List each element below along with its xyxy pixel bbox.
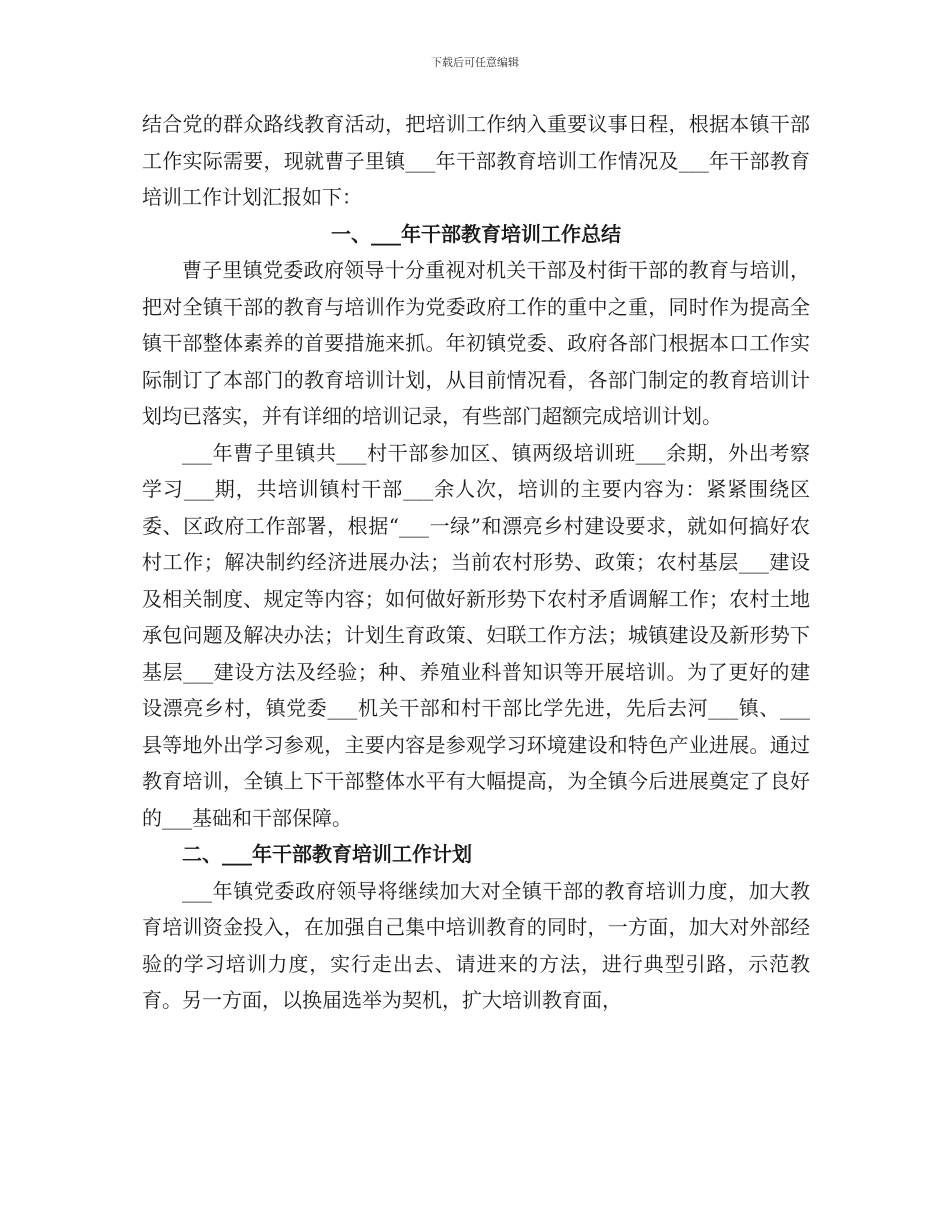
header-note: 下载后可任意编辑 bbox=[431, 56, 519, 69]
section2-title: 二、___年干部教育培训工作计划 bbox=[182, 842, 472, 866]
document-body bbox=[142, 106, 810, 1019]
section1-paragraph-1: 曹子里镇党委政府领导十分重视对机关干部及村街干部的教育与培训，把对全镇干部的教育与培训作为党委政府工作的重中之重，同时作为提高全镇干部整体素养的首要措施来抓。年初镇党委、政府各部门根据本口工作实际制订了本部门的教育培训计划，从目前情况看，各部门制定的教育培训计划均已落实，并有详细的培训记录，有些部门超额完成培训计划。 bbox=[142, 258, 810, 428]
section1-paragraph-2: ___年曹子里镇共___村干部参加区、镇两级培训班___余期，外出考察学习___期，共培训镇村干部___余人次，培训的主要内容为：紧紧围绕区委、区政府工作部署，根据“___一绿”和漂亮乡村建设要求，就如何搞好农村工作；解决制约经济进展办法；当前农村形势、政策；农村基层___建设及相关制度、规定等内容；如何做好新形势下农村矛盾调解工作；农村土地承包问题及解决办法；计划生育政策、妇联工作方法；城镇建设及新形势下基层___建设方法及经验；种、养殖业科普知识等开展培训。为了更好的建设漂亮乡村，镇党委___机关干部和村干部比学先进，先后去河___镇、___县等地外出学习参观，主要内容是参观学习环境建设和特色产业进展。通过教育培训，全镇上下干部整体水平有大幅提高，为全镇今后进展奠定了良好的___基础和干部保障。 bbox=[142, 440, 810, 830]
intro-paragraph: 结合党的群众路线教育活动，把培训工作纳入重要议事日程，根据本镇干部工作实际需要，现就曹子里镇___年干部教育培训工作情况及___年干部教育培训工作计划汇报如下： bbox=[142, 112, 810, 209]
section1-title: 一、___年干部教育培训工作总结 bbox=[331, 221, 621, 246]
section2-paragraph-1: ___年镇党委政府领导将继续加大对全镇干部的教育培训力度，加大教育培训资金投入，在加强自己集中培训教育的同时，一方面，加大对外部经验的学习培训力度，实行走出去、请进来的方法，进行典型引路，示范教育。另一方面，以换届选举为契机，扩大培训教育面， bbox=[142, 878, 810, 1012]
